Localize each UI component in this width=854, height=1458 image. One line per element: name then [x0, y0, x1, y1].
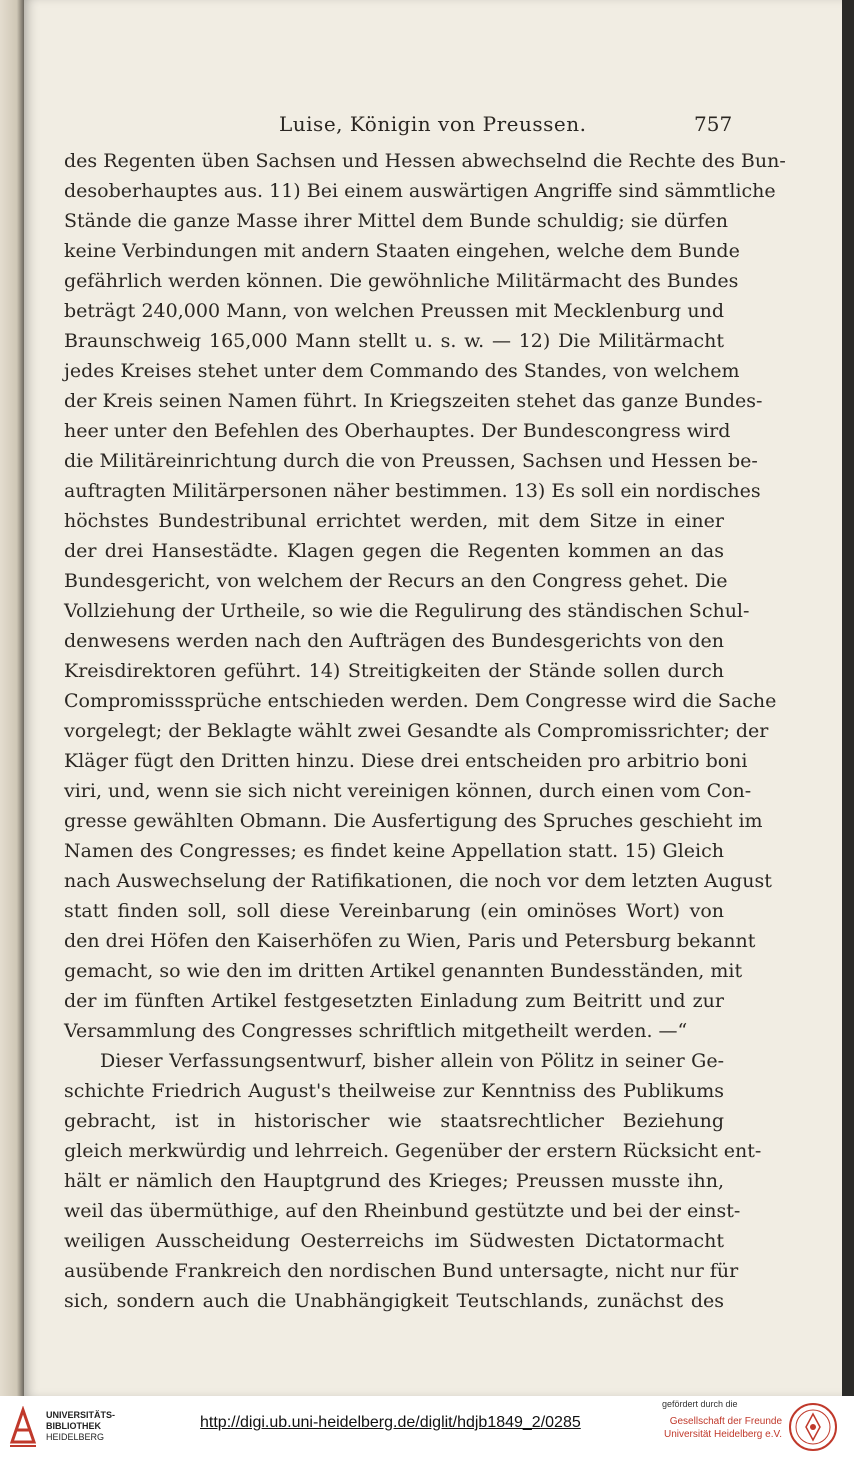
text-line: Dieser Verfassungsentwurf, bisher allein von Pölitz in seiner Ge-	[100, 1050, 724, 1072]
text-line: Kläger fügt den Dritten hinzu. Diese drei entscheiden pro arbitrio boni	[64, 750, 748, 772]
text-line: ausübende Frankreich den nordischen Bund untersagte, nicht nur für	[64, 1260, 739, 1282]
permalink-url[interactable]: http://digi.ub.uni-heidelberg.de/diglit/hdjb1849_2/0285	[200, 1414, 581, 1431]
page-number: 757	[694, 112, 733, 136]
text-line: höchstes Bundestribunal errichtet werden, mit dem Sitze in einer	[64, 510, 724, 532]
text-line: gebracht, ist in historischer wie staatsrechtlicher Beziehung	[64, 1110, 724, 1132]
text-line: gefährlich werden können. Die gewöhnliche Militärmacht des Bundes	[64, 270, 739, 292]
text-line: keine Verbindungen mit andern Staaten eingehen, welche dem Bunde	[64, 240, 740, 262]
university-seal-icon	[788, 1402, 838, 1452]
text-line: heer unter den Befehlen des Oberhauptes. Der Bundescongress wird	[64, 420, 731, 442]
text-line: Versammlung des Congresses schriftlich mitgetheilt werden. —“	[64, 1020, 688, 1042]
text-line: der Kreis seinen Namen führt. In Kriegszeiten stehet das ganze Bundes-	[64, 390, 763, 412]
text-line: sich, sondern auch die Unabhängigkeit Teutschlands, zunächst des	[64, 1290, 724, 1312]
body-text	[64, 146, 786, 1316]
text-line: die Militäreinrichtung durch die von Preussen, Sachsen und Hessen be-	[64, 450, 758, 472]
sponsor-intro: gefördert durch die	[662, 1399, 738, 1409]
text-line: des Regenten üben Sachsen und Hessen abwechselnd die Rechte des Bun-	[64, 150, 786, 172]
text-line: Braunschweig 165,000 Mann stellt u. s. w. — 12) Die Militärmacht	[64, 330, 724, 352]
library-name	[46, 1410, 136, 1443]
paragraph-2	[64, 1046, 762, 1316]
text-line: gresse gewählten Obmann. Die Ausfertigung des Spruches geschieht im	[64, 810, 763, 832]
library-name-line: HEIDELBERG	[46, 1432, 105, 1442]
text-line: Compromisssprüche entschieden werden. Dem Congresse wird die Sache	[64, 690, 777, 712]
running-head	[24, 108, 842, 142]
text-line: Kreisdirektoren geführt. 14) Streitigkeiten der Stände sollen durch	[64, 660, 724, 682]
text-line: Stände die ganze Masse ihrer Mittel dem Bunde schuldig; sie dürfen	[64, 210, 728, 232]
paragraph-1	[64, 146, 786, 1046]
text-line: gleich merkwürdig und lehrreich. Gegenüber der erstern Rücksicht ent-	[64, 1140, 762, 1162]
text-line: auftragten Militärpersonen näher bestimmen. 13) Es soll ein nordisches	[64, 480, 761, 502]
text-line: vorgelegt; der Beklagte wählt zwei Gesandte als Compromissrichter; der	[64, 720, 769, 742]
text-line: der im fünften Artikel festgesetzten Einladung zum Beitritt und zur	[64, 990, 724, 1012]
university-library-logo-icon	[8, 1406, 38, 1448]
text-line: viri, und, wenn sie sich nicht vereinigen können, durch einen vom Con-	[64, 780, 752, 802]
running-title: Luise, Königin von Preussen.	[279, 112, 587, 136]
text-line: weiligen Ausscheidung Oesterreichs im Südwesten Dictatormacht	[64, 1230, 724, 1252]
library-name-line: BIBLIOTHEK	[46, 1421, 101, 1431]
sponsor-name-line: Gesellschaft der Freunde	[669, 1416, 782, 1427]
text-line: jedes Kreises stehet unter dem Commando des Standes, von welchem	[64, 360, 740, 382]
previous-page-edge	[0, 0, 24, 1396]
text-line: denwesens werden nach den Aufträgen des Bundesgerichts von den	[64, 630, 724, 652]
sponsor-name	[662, 1415, 782, 1441]
text-line: der drei Hansestädte. Klagen gegen die Regenten kommen an das	[64, 540, 724, 562]
library-name-line: UNIVERSITÄTS-	[46, 1410, 116, 1420]
digitization-footer	[0, 1396, 854, 1458]
text-line: desoberhauptes aus. 11) Bei einem auswärtigen Angriffe sind sämmtliche	[64, 180, 776, 202]
text-line: Namen des Congresses; es findet keine Appellation statt. 15) Gleich	[64, 840, 724, 862]
text-line: Bundesgericht, von welchem der Recurs an den Congress gehet. Die	[64, 570, 728, 592]
text-line: nach Auswechselung der Ratifikationen, die noch vor dem letzten August	[64, 870, 772, 892]
text-line: beträgt 240,000 Mann, von welchen Preussen mit Mecklenburg und	[64, 300, 724, 322]
book-page	[24, 0, 842, 1396]
text-line: den drei Höfen den Kaiserhöfen zu Wien, Paris und Petersburg bekannt	[64, 930, 756, 952]
sponsor-name-line: Universität Heidelberg e.V.	[663, 1429, 782, 1440]
text-line: gemacht, so wie den im dritten Artikel genannten Bundesständen, mit	[64, 960, 743, 982]
text-line: Vollziehung der Urtheile, so wie die Regulirung des ständischen Schul-	[64, 600, 750, 622]
text-line: schichte Friedrich August's theilweise zur Kenntniss des Publikums	[64, 1080, 724, 1102]
text-line: hält er nämlich den Hauptgrund des Krieges; Preussen musste ihn,	[64, 1170, 724, 1192]
text-line: weil das übermüthige, auf den Rheinbund gestützte und bei der einst-	[64, 1200, 741, 1222]
text-line: statt finden soll, soll diese Vereinbarung (ein ominöses Wort) von	[64, 900, 724, 922]
